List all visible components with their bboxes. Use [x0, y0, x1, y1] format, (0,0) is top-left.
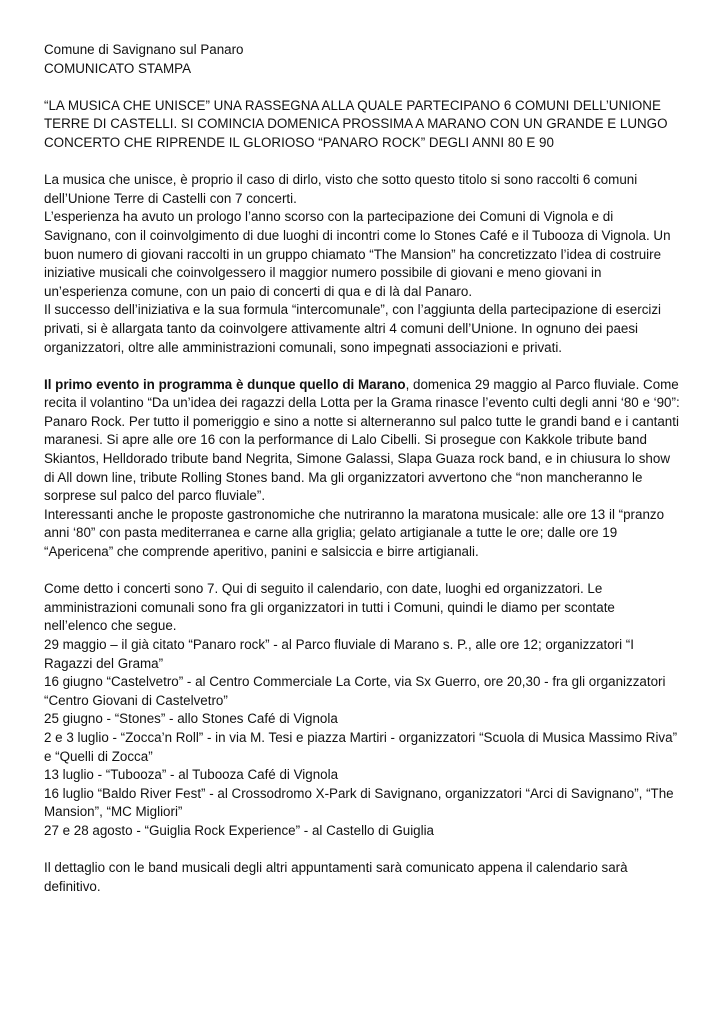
document-header	[44, 41, 684, 78]
body-line: organizzatori, oltre alle amministrazioni comunali, sono impegnati associazioni e privati.	[44, 339, 563, 355]
spacer	[44, 841, 684, 860]
headline-line: TERRE DI CASTELLI. SI COMINCIA DOMENICA PROSSIMA A MARANO CON UN GRANDE E LUNGO	[44, 116, 668, 132]
body-line: recita il volantino “Da un’idea dei ragazzi della Lotta per la Grama rinasce l’evento culti degli anni ‘80 e ‘90”:	[44, 395, 680, 411]
spacer	[44, 562, 684, 581]
body-line: sorprese sul palco del parco fluviale”.	[44, 488, 266, 504]
first-event-paragraph	[44, 376, 684, 562]
headline-line: CONCERTO CHE RIPRENDE IL GLORIOSO “PANARO ROCK” DEGLI ANNI 80 E 90	[44, 134, 554, 150]
body-line: buon numero di giovani raccolti in un gruppo chiamato “The Mansion” ha concretizzato l’idea di costruire	[44, 246, 662, 262]
calendar-entry-line: e “Quelli di Zocca”	[44, 748, 153, 764]
body-line: privati, si è allargata tanto da coinvolgere attivamente altri 4 comuni dell’Unione. In ognuno dei paesi	[44, 320, 639, 336]
body-line: dell’Unione Terre di Castelli con 7 concerti.	[44, 190, 297, 206]
press-release-document	[44, 41, 684, 896]
body-line: “Apericena” che comprende aperitivo, panini e salsiccia e birre artigianali.	[44, 544, 479, 560]
calendar-entry-line: 13 luglio - “Tubooza” - al Tubooza Café di Vignola	[44, 767, 339, 783]
calendar-entry-line: 27 e 28 agosto - “Guiglia Rock Experience” - al Castello di Guiglia	[44, 822, 435, 838]
body-line: di All down line, tribute Rolling Stones band. Ma gli organizzatori avvertono che “non mancheranno le	[44, 469, 643, 485]
calendar-entry-line: 2 e 3 luglio - “Zocca’n Roll” - in via M. Tesi e piazza Martiri - organizzatori “Scuola di Musica Massimo Riva”	[44, 729, 678, 745]
body-line: Savignano, con il coinvolgimento di due luoghi di incontri come lo Stones Café e il Tubooza di Vignola. Un	[44, 227, 671, 243]
calendar-entry-line: 16 giugno “Castelvetro” - al Centro Commerciale La Corte, via Sx Guerro, ore 20,30 - fra gli organizzatori	[44, 674, 666, 690]
calendar-entry-line: 16 luglio “Baldo River Fest” - al Crossodromo X-Park di Savignano, organizzatori “Arci di Savignano”, “The	[44, 785, 674, 801]
body-line: Interessanti anche le proposte gastronomiche che nutriranno la maratona musicale: alle ore 13 il “pranzo	[44, 506, 665, 522]
closing-paragraph	[44, 859, 684, 896]
body-line: L’esperienza ha avuto un prologo l’anno scorso con la partecipazione dei Comuni di Vignola e di	[44, 209, 614, 225]
spacer	[44, 78, 684, 97]
spacer	[44, 357, 684, 376]
body-line: nell’elenco che segue.	[44, 618, 177, 634]
body-line: anni ‘80” con pasta mediterranea e carne alla griglia; gelato artigianale a tutte le ore; dalle ore 19	[44, 525, 618, 541]
body-line: iniziative musicali che coinvolgessero il maggior numero possibile di giovani e meno giovani in	[44, 265, 602, 281]
body-line: amministrazioni comunali sono fra gli organizzatori in tutti i Comuni, quindi le diamo per scontate	[44, 599, 615, 615]
first-event-lead: Il primo evento in programma è dunque quello di Marano	[44, 376, 406, 392]
calendar-entry-line: Ragazzi del Grama”	[44, 655, 164, 671]
document-type: COMUNICATO STAMPA	[44, 60, 192, 76]
body-line: La musica che unisce, è proprio il caso di dirlo, visto che sotto questo titolo si sono raccolti 6 comuni	[44, 172, 638, 188]
intro-paragraph	[44, 171, 684, 357]
body-line: definitivo.	[44, 878, 101, 894]
body-line: Il successo dell’iniziativa e la sua formula “intercomunale”, con l’aggiunta della partecipazione di esercizi	[44, 302, 662, 318]
body-line: Come detto i concerti sono 7. Qui di seguito il calendario, con date, luoghi ed organizzatori. Le	[44, 581, 603, 597]
headline	[44, 97, 684, 153]
first-event-lead-rest: , domenica 29 maggio al Parco fluviale. Come	[405, 376, 679, 392]
body-line: un’esperienza comune, con un paio di concerti di qua e di là dal Panaro.	[44, 283, 473, 299]
calendar-entry-line: 29 maggio – il già citato “Panaro rock” - al Parco fluviale di Marano s. P., alle ore 12; organizzatori “I	[44, 637, 634, 652]
calendar-section	[44, 580, 684, 840]
body-line: maranesi. Si apre alle ore 16 con la performance di Lalo Cibelli. Si prosegue con Kakkole tribute band	[44, 432, 647, 448]
calendar-entry-line: 25 giugno - “Stones” - allo Stones Café di Vignola	[44, 711, 338, 727]
municipality-name: Comune di Savignano sul Panaro	[44, 42, 244, 57]
calendar-entry-line: “Centro Giovani di Castelvetro”	[44, 692, 228, 708]
spacer	[44, 153, 684, 172]
headline-line: “LA MUSICA CHE UNISCE” UNA RASSEGNA ALLA QUALE PARTECIPANO 6 COMUNI DELL’UNIONE	[44, 97, 661, 113]
body-line	[44, 376, 684, 395]
calendar-entry-line: Mansion”, “MC Migliori”	[44, 804, 183, 820]
body-line: Panaro Rock. Per tutto il pomeriggio e sino a notte si alterneranno sul palco tutte le grandi band e i cantanti	[44, 413, 679, 429]
body-line: Il dettaglio con le band musicali degli altri appuntamenti sarà comunicato appena il calendario sarà	[44, 860, 628, 876]
body-line: Skiantos, Helldorado tribute band Negrita, Simone Galassi, Slapa Guaza rock band, e in chiusura lo show	[44, 451, 670, 467]
